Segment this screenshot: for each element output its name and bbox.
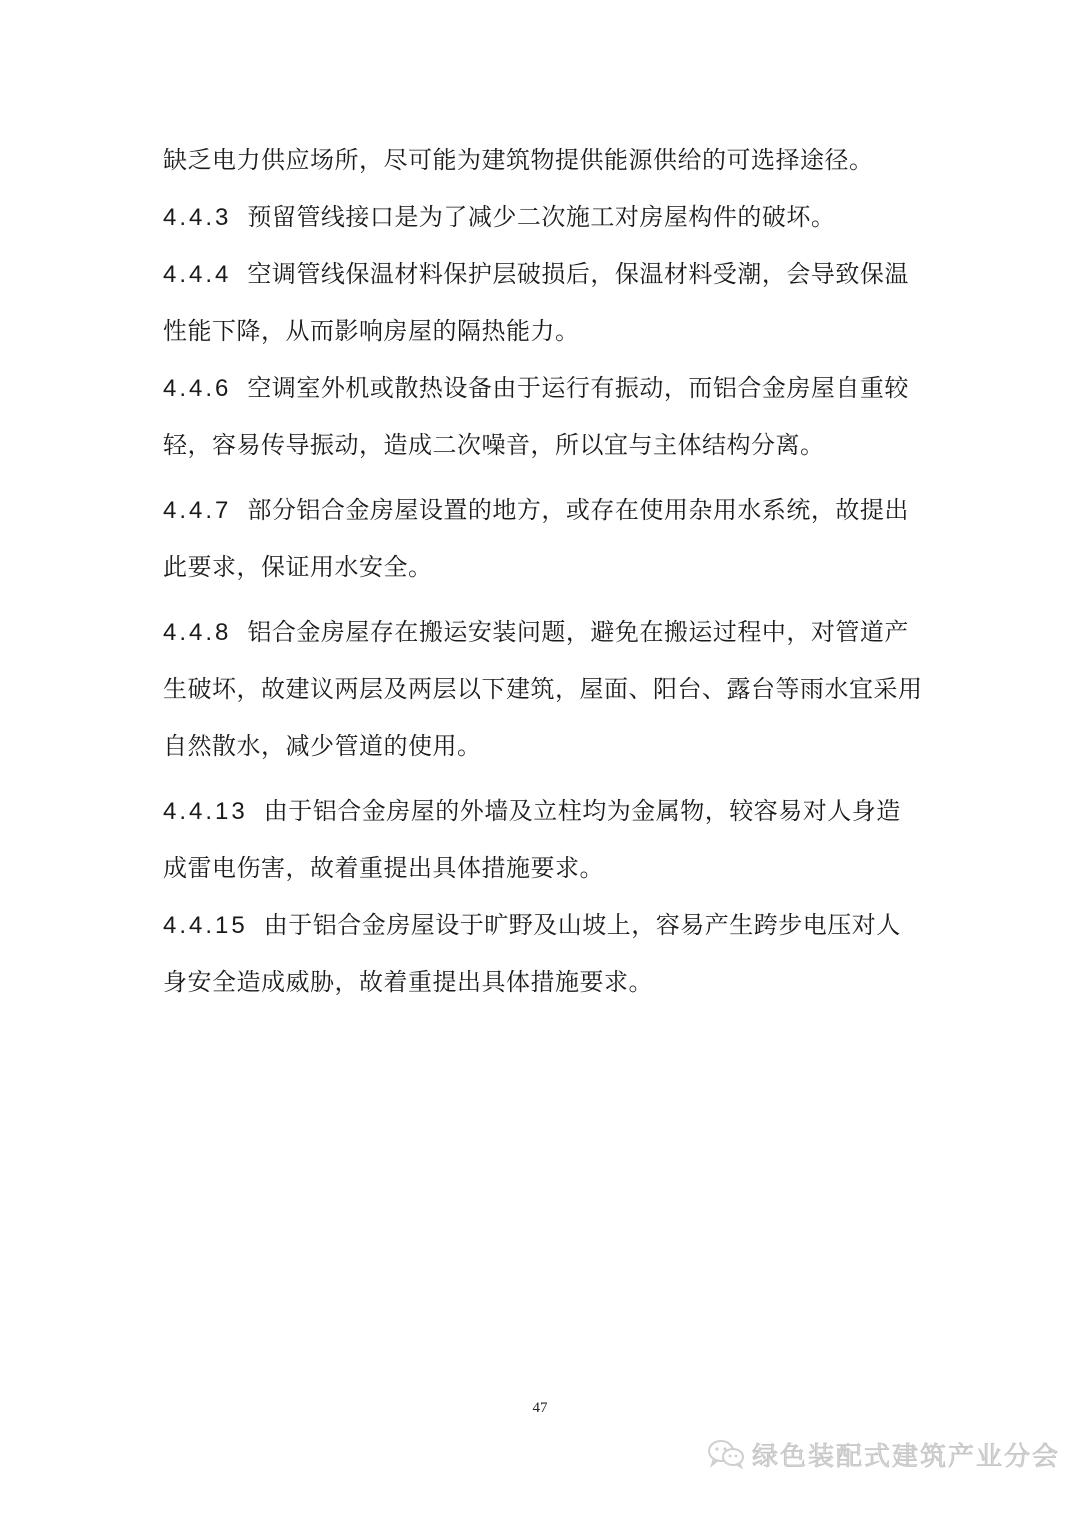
wechat-icon	[706, 1439, 746, 1469]
document-body	[163, 132, 923, 1011]
clause-4-4-6	[163, 360, 923, 474]
watermark	[706, 1436, 1060, 1472]
clause-number: 4.4.3	[163, 204, 232, 231]
clause-4-4-4	[163, 246, 923, 360]
clause-text: 由于铝合金房屋设于旷野及山坡上，容易产生跨步电压对人身安全造成威胁，故着重提出具体措施要求。	[163, 911, 901, 996]
clause-4-4-15	[163, 897, 923, 1011]
paragraph-text: 缺乏电力供应场所，尽可能为建筑物提供能源供给的可选择途径。	[163, 146, 874, 174]
page-number: 47	[532, 1400, 548, 1416]
paragraph-continued	[163, 132, 923, 189]
clause-number: 4.4.8	[163, 619, 232, 646]
clause-number: 4.4.15	[163, 912, 248, 939]
clause-text: 预留管线接口是为了减少二次施工对房屋构件的破坏。	[247, 203, 836, 231]
clause-number: 4.4.6	[163, 375, 232, 402]
watermark-text: 绿色装配式建筑产业分会	[752, 1441, 1061, 1472]
clause-number: 4.4.4	[163, 261, 232, 288]
clause-text: 部分铝合金房屋设置的地方，或存在使用杂用水系统，故提出此要求，保证用水安全。	[163, 496, 909, 581]
clause-text: 铝合金房屋存在搬运安装问题，避免在搬运过程中，对管道产生破坏，故建议两层及两层以下建筑，屋面、阳台、露台等雨水宜采用自然散水，减少管道的使用。	[163, 618, 923, 760]
clause-4-4-13	[163, 783, 923, 897]
clause-text: 由于铝合金房屋的外墙及立柱均为金属物，较容易对人身造成雷电伤害，故着重提出具体措施要求。	[163, 797, 901, 882]
clause-number: 4.4.7	[163, 497, 232, 524]
clause-4-4-3	[163, 189, 923, 246]
clause-4-4-8	[163, 604, 923, 775]
clause-text: 空调室外机或散热设备由于运行有振动，而铝合金房屋自重较轻，容易传导振动，造成二次噪音，所以宜与主体结构分离。	[163, 374, 909, 459]
clause-text: 空调管线保温材料保护层破损后，保温材料受潮，会导致保温性能下降，从而影响房屋的隔热能力。	[163, 260, 909, 345]
clause-4-4-7	[163, 482, 923, 596]
clause-number: 4.4.13	[163, 798, 248, 825]
